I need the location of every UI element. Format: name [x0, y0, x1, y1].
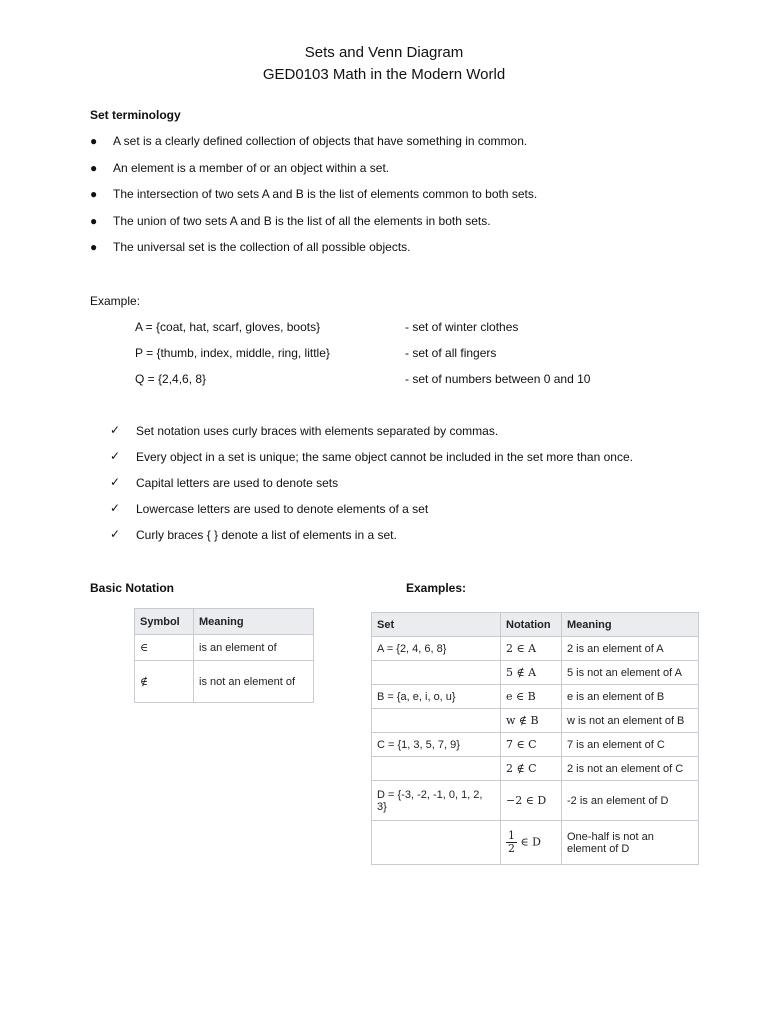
- bullet-icon: ●: [90, 240, 98, 254]
- set-cell: [372, 757, 501, 781]
- list-item: ● The union of two sets A and B is the list of all the elements in both sets.: [90, 213, 491, 228]
- example-set: Q = {2,4,6, 8}: [135, 372, 207, 386]
- list-item: ● The intersection of two sets A and B is the list of elements common to both sets.: [90, 187, 538, 201]
- notation-cell: 2 ∉ C: [501, 757, 562, 781]
- notation-cell: 5 ∉ A: [501, 661, 562, 685]
- list-item: ✓ Set notation uses curly braces with elements separated by commas.: [110, 423, 499, 438]
- meaning-cell: 7 is an element of C: [562, 733, 699, 757]
- notation-cell: −2 ∈ D: [501, 781, 562, 821]
- fraction: $\frac{1}{2}$: [508, 829, 515, 855]
- meaning-cell: -2 is an element of D: [562, 781, 699, 821]
- meaning-cell: w is not an element of B: [562, 709, 699, 733]
- bullet-icon: ●: [90, 134, 98, 148]
- example-heading: Example:: [90, 294, 141, 308]
- meaning-cell: 2 is not an element of C: [562, 757, 699, 781]
- course-name: Math in the Modern World: [328, 66, 506, 83]
- bullet-icon: ●: [90, 213, 98, 228]
- table-header-row: [135, 609, 314, 635]
- list-item: ● An element is a member of or an object within a set.: [90, 160, 390, 175]
- table-row: [372, 781, 699, 821]
- table-row: [135, 661, 314, 703]
- meaning-cell: is not an element of: [194, 661, 314, 703]
- basic-notation-heading: Basic Notation: [90, 581, 175, 595]
- column-header: Notation: [501, 613, 562, 637]
- column-header: Symbol: [135, 609, 194, 635]
- meaning-cell: e is an element of B: [562, 685, 699, 709]
- course-code: GED0103: [262, 66, 329, 83]
- checkmark-icon: ✓: [110, 475, 121, 489]
- notes-checklist: [110, 423, 730, 553]
- example-description: - set of winter clothes: [405, 320, 519, 334]
- table-row: [372, 821, 699, 865]
- meaning-cell: is an element of: [194, 635, 314, 661]
- table-row: [372, 685, 699, 709]
- document-title: Sets and Venn Diagram: [304, 44, 464, 61]
- list-item: ✓ Every object in a set is unique; the same object cannot be included in the set more than once.: [110, 449, 633, 464]
- example-description: - set of numbers between 0 and 10: [405, 372, 591, 386]
- document-subtitle: [0, 66, 768, 83]
- meaning-cell: 2 is an element of A: [562, 637, 699, 661]
- notation-cell: e ∈ B: [501, 685, 562, 709]
- set-cell: A = {2, 4, 6, 8}: [372, 637, 501, 661]
- terminology-list: [90, 133, 730, 266]
- meaning-cell: One-half is not an element of D: [562, 821, 699, 865]
- examples-table: [371, 612, 699, 865]
- checkmark-icon: ✓: [110, 423, 121, 437]
- terminology-heading: Set terminology: [90, 108, 181, 122]
- list-item: ✓ Curly braces { } denote a list of elements in a set.: [110, 527, 397, 542]
- set-cell: C = {1, 3, 5, 7, 9}: [372, 733, 501, 757]
- list-item: ✓ Lowercase letters are used to denote elements of a set: [110, 501, 429, 516]
- list-item: ● The universal set is the collection of all possible objects.: [90, 240, 411, 254]
- column-header: Meaning: [562, 613, 699, 637]
- example-description: - set of all fingers: [405, 346, 497, 360]
- table-row: [372, 733, 699, 757]
- example-set: A = {coat, hat, scarf, gloves, boots}: [135, 320, 321, 334]
- examples-heading: Examples:: [406, 581, 467, 595]
- bullet-icon: ●: [90, 187, 98, 201]
- symbol-cell: ∉: [135, 661, 194, 703]
- notation-cell: $\frac{1}{2}$ ∈ D: [501, 821, 562, 865]
- column-header: Set: [372, 613, 501, 637]
- checkmark-icon: ✓: [110, 449, 121, 463]
- example-set: P = {thumb, index, middle, ring, little}: [135, 346, 330, 360]
- table-header-row: [372, 613, 699, 637]
- set-cell: [372, 709, 501, 733]
- list-item: ● A set is a clearly defined collection of objects that have something in common.: [90, 134, 528, 148]
- basic-notation-table: [134, 608, 314, 703]
- table-row: [372, 757, 699, 781]
- checkmark-icon: ✓: [110, 501, 121, 515]
- table-row: [372, 661, 699, 685]
- bullet-icon: ●: [90, 160, 98, 175]
- notation-cell: 7 ∈ C: [501, 733, 562, 757]
- notation-cell: w ∉ B: [501, 709, 562, 733]
- meaning-cell: 5 is not an element of A: [562, 661, 699, 685]
- checkmark-icon: ✓: [110, 527, 121, 541]
- table-row: [372, 709, 699, 733]
- list-item: ✓ Capital letters are used to denote sets: [110, 475, 339, 490]
- set-cell: [372, 661, 501, 685]
- notation-cell: 2 ∈ A: [501, 637, 562, 661]
- symbol-cell: ∈: [135, 635, 194, 661]
- set-cell: D = {-3, -2, -1, 0, 1, 2, 3}: [372, 781, 501, 821]
- set-cell: B = {a, e, i, o, u}: [372, 685, 501, 709]
- table-row: [372, 637, 699, 661]
- table-row: [135, 635, 314, 661]
- set-cell: [372, 821, 501, 865]
- column-header: Meaning: [194, 609, 314, 635]
